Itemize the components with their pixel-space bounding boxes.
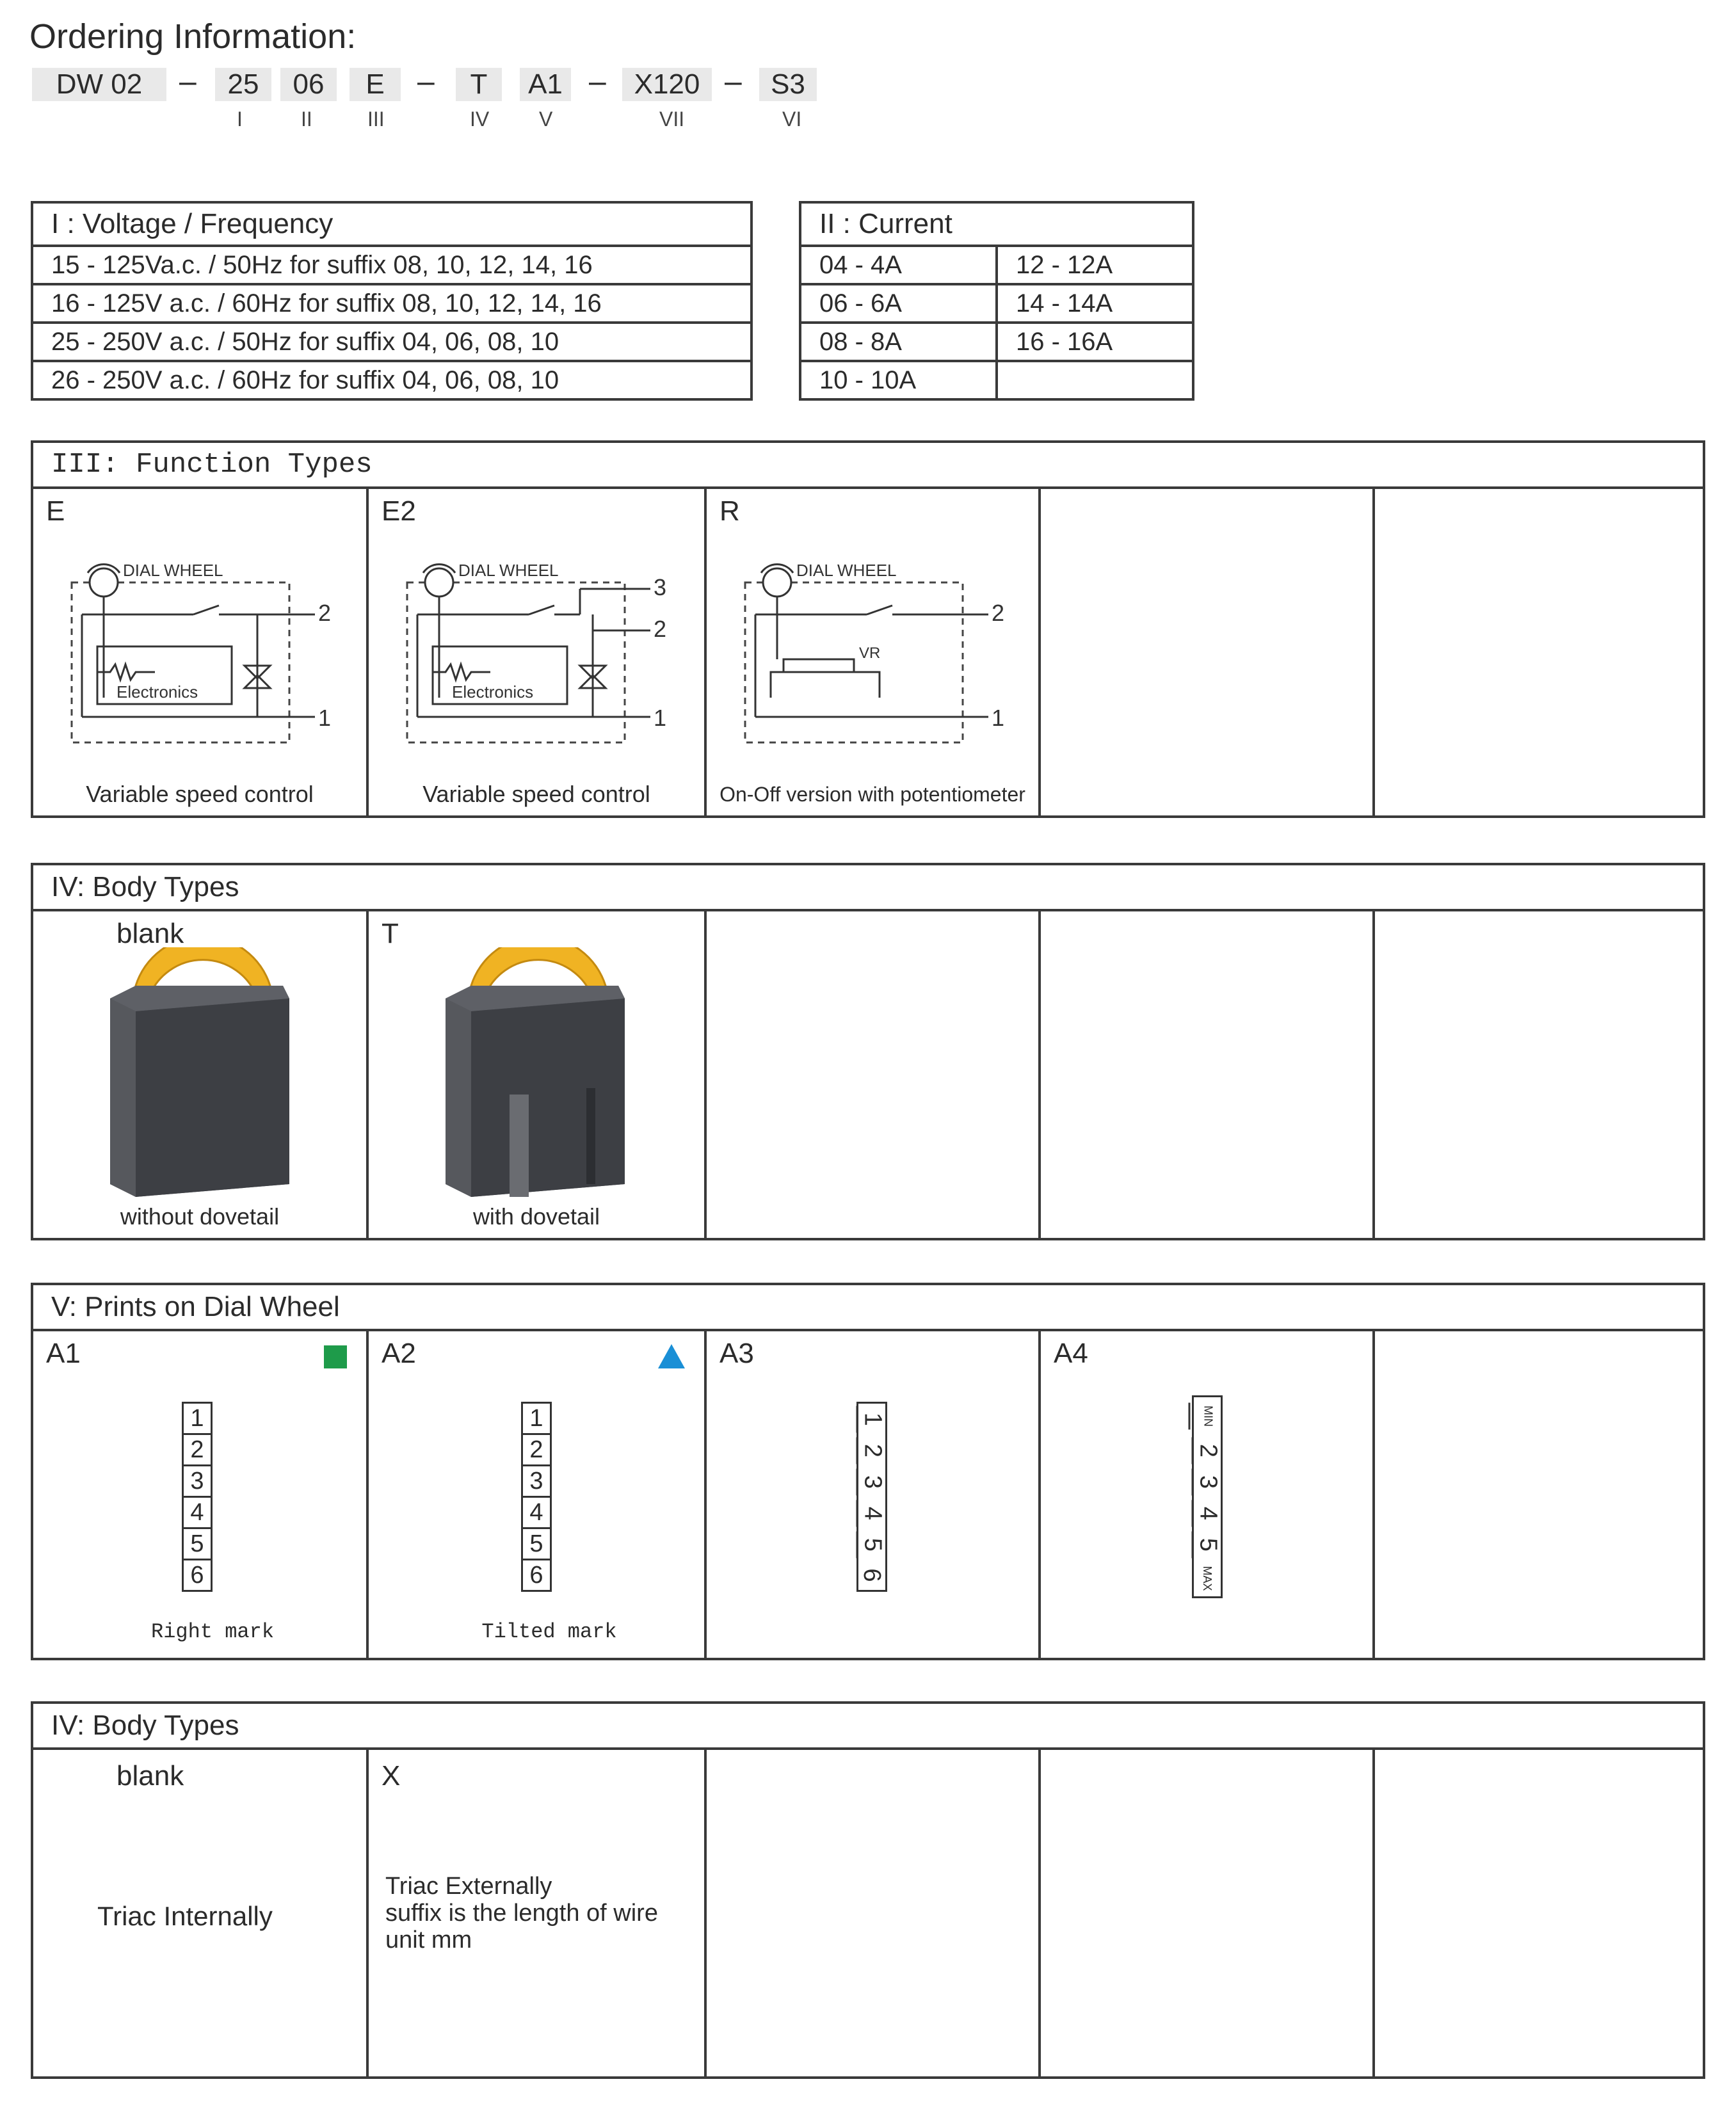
current-cell: 14 - 14A <box>997 284 1193 323</box>
wire-cell-x <box>366 1747 704 2076</box>
strip-number: 2 <box>856 1438 888 1464</box>
strip-number: 3 <box>523 1466 550 1498</box>
body-types-wire-panel <box>31 1701 1705 2079</box>
code-print: A1 <box>520 68 571 101</box>
current-cell: 06 - 6A <box>800 284 997 323</box>
strip-number: 2 <box>523 1435 550 1466</box>
terminal-label: 1 <box>992 705 1005 731</box>
current-header: II : Current <box>800 202 1193 246</box>
strip-number: 1 <box>523 1404 550 1435</box>
print-cell-a4 <box>1038 1329 1372 1658</box>
terminal-label: 2 <box>318 600 332 626</box>
function-cell-empty <box>1038 486 1372 815</box>
wire-cell-blank <box>33 1747 366 2076</box>
body-code: T <box>382 918 399 949</box>
roman-label: II <box>301 108 312 131</box>
function-caption: Variable speed control <box>86 781 314 807</box>
roman-label: VII <box>659 108 685 131</box>
code-suffix: S3 <box>759 68 817 101</box>
code-dash: – <box>725 65 742 99</box>
function-caption: On-Off version with potentiometer <box>719 783 1025 806</box>
current-cell: 10 - 10A <box>800 361 997 399</box>
function-cell-r <box>704 486 1038 815</box>
wire-cell-empty <box>1038 1747 1372 2076</box>
wire-code: blank <box>117 1760 184 1792</box>
number-strip-rotated <box>856 1402 887 1592</box>
function-code: E <box>46 495 65 527</box>
strip-number: 4 <box>184 1498 211 1529</box>
wire-code: X <box>382 1760 401 1792</box>
strip-number: 3 <box>1192 1469 1223 1496</box>
body-cell-t <box>366 909 704 1238</box>
body-caption: with dovetail <box>472 1203 600 1230</box>
circuit-diagram-e <box>59 544 347 749</box>
strip-number: 5 <box>1192 1532 1223 1559</box>
function-types-header: III: Function Types <box>33 443 1703 489</box>
terminal-label: 2 <box>654 616 667 642</box>
strip-number: 5 <box>856 1532 888 1559</box>
wire-description <box>385 1873 658 1953</box>
body-types-header: IV: Body Types <box>33 1704 1703 1750</box>
terminal-label: 1 <box>318 705 332 731</box>
electronics-label: Electronics <box>117 682 198 702</box>
current-cell <box>997 361 1193 399</box>
body-cell-empty <box>1038 909 1372 1238</box>
switch-body-image <box>97 947 302 1203</box>
strip-number: 4 <box>523 1498 550 1529</box>
function-cell-empty <box>1372 486 1705 815</box>
terminal-label: 2 <box>992 600 1005 626</box>
print-code: A3 <box>719 1338 754 1369</box>
strip-number: 6 <box>190 1562 204 1589</box>
print-code: A4 <box>1054 1338 1088 1369</box>
vr-label: VR <box>859 645 881 662</box>
switch-body-dovetail-image <box>433 947 638 1203</box>
wire-cell-empty <box>704 1747 1038 2076</box>
strip-number: 2 <box>184 1435 211 1466</box>
current-cell: 16 - 16A <box>997 323 1193 361</box>
code-dash: – <box>589 65 606 99</box>
dial-wheel-label: DIAL WHEEL <box>458 561 559 580</box>
strip-number: MAX <box>1201 1566 1214 1591</box>
code-body: T <box>456 68 502 101</box>
strip-number: 3 <box>856 1469 888 1496</box>
dial-wheel-label: DIAL WHEEL <box>796 561 897 580</box>
print-cell-a2 <box>366 1329 704 1658</box>
strip-number: 4 <box>856 1500 888 1527</box>
strip-number: MIN <box>1189 1403 1226 1430</box>
function-code: E2 <box>382 495 416 527</box>
voltage-table <box>31 201 753 401</box>
body-types-header: IV: Body Types <box>33 865 1703 911</box>
print-cell-empty <box>1372 1329 1705 1658</box>
strip-number: 2 <box>1192 1438 1223 1464</box>
code-voltage: 25 <box>215 68 271 101</box>
current-cell: 12 - 12A <box>997 246 1193 284</box>
current-table <box>799 201 1194 401</box>
voltage-row: 26 - 250V a.c. / 60Hz for suffix 04, 06, 08, 10 <box>32 361 751 399</box>
function-caption: Variable speed control <box>422 781 650 807</box>
code-dash: – <box>417 65 435 99</box>
blue-triangle-icon <box>657 1343 686 1370</box>
print-cell-a1 <box>33 1329 366 1658</box>
print-code: A1 <box>46 1338 81 1369</box>
prints-panel <box>31 1283 1705 1660</box>
page-title: Ordering Information: <box>29 17 357 56</box>
function-code: R <box>719 495 740 527</box>
number-strip <box>182 1402 213 1592</box>
body-cell-empty <box>1372 909 1705 1238</box>
body-caption: without dovetail <box>120 1203 280 1230</box>
terminal-label: 1 <box>654 705 667 731</box>
number-strip <box>521 1402 552 1592</box>
function-types-panel <box>31 440 1705 818</box>
voltage-row: 16 - 125V a.c. / 60Hz for suffix 08, 10, 12, 14, 16 <box>32 284 751 323</box>
roman-label: I <box>237 108 243 131</box>
voltage-header: I : Voltage / Frequency <box>32 202 751 246</box>
code-wire: X120 <box>622 68 712 101</box>
print-caption: Right mark <box>150 1620 275 1644</box>
body-types-panel <box>31 863 1705 1240</box>
wire-cell-empty <box>1372 1747 1705 2076</box>
voltage-row: 15 - 125Va.c. / 50Hz for suffix 08, 10, 12, 14, 16 <box>32 246 751 284</box>
function-cell-e2 <box>366 486 704 815</box>
voltage-row: 25 - 250V a.c. / 50Hz for suffix 04, 06, 08, 10 <box>32 323 751 361</box>
strip-number: 5 <box>523 1529 550 1560</box>
function-cell-e <box>33 486 366 815</box>
code-current: 06 <box>280 68 337 101</box>
body-cell-blank <box>33 909 366 1238</box>
print-caption: Tilted mark <box>481 1620 617 1644</box>
body-code: blank <box>117 918 184 949</box>
terminal-label: 3 <box>654 574 667 600</box>
strip-number: 3 <box>184 1466 211 1498</box>
electronics-label: Electronics <box>452 682 534 702</box>
green-square-icon <box>324 1345 347 1368</box>
current-cell: 08 - 8A <box>800 323 997 361</box>
print-code: A2 <box>382 1338 416 1369</box>
code-series: DW 02 <box>32 68 166 101</box>
body-cell-empty <box>704 909 1038 1238</box>
strip-number: 1 <box>856 1406 888 1433</box>
wire-description-line: unit mm <box>385 1927 472 1953</box>
roman-label: V <box>539 108 553 131</box>
roman-label: III <box>367 108 385 131</box>
strip-number: 5 <box>184 1529 211 1560</box>
wire-caption: Triac Internally <box>97 1901 273 1931</box>
circuit-diagram-r <box>732 544 1020 749</box>
strip-number: 4 <box>1192 1500 1223 1527</box>
number-strip-rotated <box>1192 1395 1223 1598</box>
prints-header: V: Prints on Dial Wheel <box>33 1285 1703 1331</box>
code-dash: – <box>179 65 197 99</box>
print-cell-a3 <box>704 1329 1038 1658</box>
current-cell: 04 - 4A <box>800 246 997 284</box>
circuit-diagram-e2 <box>394 544 682 749</box>
strip-number: 1 <box>184 1404 211 1435</box>
dial-wheel-label: DIAL WHEEL <box>123 561 223 580</box>
roman-label: VI <box>782 108 802 131</box>
roman-label: IV <box>470 108 490 131</box>
strip-number: 6 <box>858 1568 885 1582</box>
code-function: E <box>350 68 401 101</box>
strip-number: 6 <box>529 1562 543 1589</box>
wire-description-line: suffix is the length of wire <box>385 1900 658 1927</box>
wire-description-line: Triac Externally <box>385 1873 552 1900</box>
